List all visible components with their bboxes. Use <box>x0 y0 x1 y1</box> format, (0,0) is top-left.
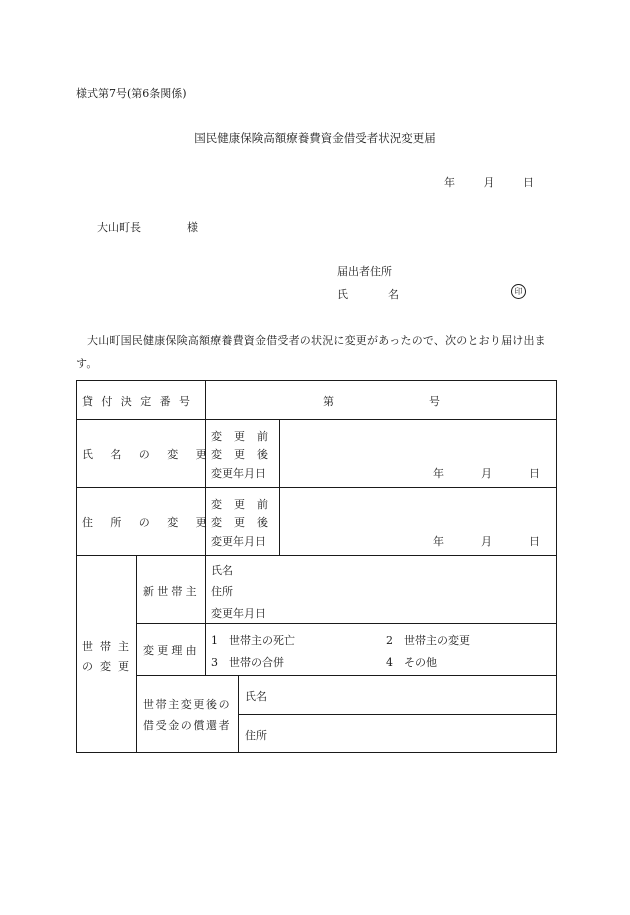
addressee <box>97 219 198 235</box>
reason-option-change: 2 世帯主の変更 <box>386 634 470 647</box>
reason-option-death: 1 世帯主の死亡 <box>211 634 295 647</box>
address-change-day: 日 <box>529 535 540 548</box>
row-divider <box>136 675 557 676</box>
name-change-day: 日 <box>529 467 540 480</box>
name-after-label: 変更後 <box>211 448 280 461</box>
table-border-left <box>76 380 77 753</box>
column-divider <box>136 555 137 753</box>
repayer-name-label: 氏名 <box>245 690 267 703</box>
seal-mark: 印 <box>511 284 526 299</box>
reason-option-other: 4 その他 <box>386 656 437 669</box>
repayer-address-label: 住所 <box>245 729 267 742</box>
address-before-label: 変更前 <box>211 498 280 511</box>
addressee-honorific: 様 <box>187 221 198 234</box>
row-divider <box>76 555 557 556</box>
name-change-date-label: 変更年月日 <box>211 467 266 480</box>
household-head-change-label-2: の変更 <box>82 660 136 673</box>
row-divider <box>238 714 557 715</box>
new-head-name-label: 氏名 <box>211 564 233 577</box>
table-border-right <box>556 380 557 753</box>
reason-option-merger: 3 世帯の合併 <box>211 656 284 669</box>
submission-date <box>444 174 534 190</box>
repayer-label-line-1: 世帯主変更後の <box>143 698 232 711</box>
name-before-label: 変更前 <box>211 430 280 443</box>
row-divider <box>136 623 557 624</box>
address-change-year: 年 <box>433 535 444 548</box>
name-change-year: 年 <box>433 467 444 480</box>
document-title: 国民健康保険高額療養費資金借受者状況変更届 <box>194 131 436 145</box>
applicant-address-label: 届出者住所 <box>337 265 392 278</box>
row-divider <box>76 487 557 488</box>
applicant-name-label <box>337 286 399 302</box>
loan-number-suffix: 号 <box>429 395 440 408</box>
date-day: 日 <box>523 176 534 189</box>
new-head-address-label: 住所 <box>211 585 233 598</box>
repayer-label-line-2: 借受金の償還者 <box>143 719 232 732</box>
row-divider <box>76 419 557 420</box>
name-change-month: 月 <box>481 467 492 480</box>
column-divider <box>238 675 239 753</box>
address-after-label: 変更後 <box>211 516 280 529</box>
address-change-date-label: 変更年月日 <box>211 535 266 548</box>
table-border-top <box>76 380 557 381</box>
household-head-change-label-1: 世帯主 <box>82 640 136 653</box>
applicant-name-char-1: 氏 <box>337 288 348 301</box>
loan-number-prefix: 第 <box>323 395 334 408</box>
statement-text: 大山町国民健康保険高額療養費資金借受者の状況に変更があったので、次のとおり届け出ます。 <box>76 334 546 370</box>
date-month: 月 <box>483 176 495 189</box>
form-number: 様式第7号(第6条関係) <box>76 87 187 100</box>
addressee-name: 大山町長 <box>97 221 141 234</box>
table-border-bottom <box>76 752 557 753</box>
new-head-change-date-label: 変更年月日 <box>211 607 266 620</box>
name-change-label: 氏名の変更 <box>82 448 224 461</box>
loan-decision-number-label: 貸付決定番号 <box>82 395 199 408</box>
address-change-month: 月 <box>481 535 492 548</box>
applicant-name-char-2: 名 <box>388 288 399 301</box>
new-household-head-label: 新世帯主 <box>143 585 200 598</box>
address-change-label: 住所の変更 <box>82 516 224 529</box>
date-year: 年 <box>444 176 455 189</box>
change-reason-label: 変更理由 <box>143 644 200 657</box>
